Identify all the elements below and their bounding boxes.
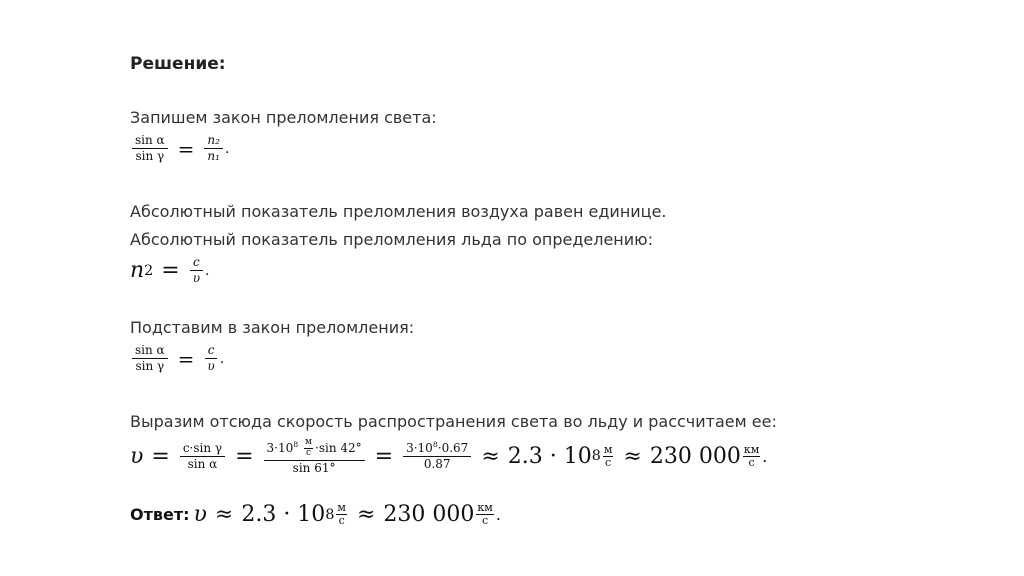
- step4-text: Выразим отсюда скорость распространения света во льду и рассчитаем ее:: [130, 412, 777, 431]
- step1-text: Запишем закон преломления света:: [130, 108, 437, 127]
- refraction-law-formula: $\frac{\text{sin α}}{\text{sin γ}}$ = $\frac{\text{n₂}}{\text{n₁}}$ .: [130, 134, 229, 163]
- c-over-v-fraction: $\frac{c}{\upsilon}$: [190, 256, 203, 285]
- index-ratio-fraction: $\frac{\text{n₂}}{\text{n₁}}$: [204, 134, 223, 163]
- evaluated-fraction: $\frac{3\cdot 10^8\cdot 0.67}{0.87}$: [403, 441, 471, 471]
- unit-km-per-s: $\frac{км}{с}$: [743, 442, 760, 469]
- step3-text: Подставим в закон преломления:: [130, 318, 415, 337]
- solution-heading: Решение:: [130, 54, 226, 74]
- c-over-v-fraction: $\frac{c}{\upsilon}$: [204, 344, 217, 373]
- ice-index-formula: n 2 = $\frac{c}{\upsilon}$ .: [130, 255, 210, 286]
- velocity-expression-fraction: $\frac{\text{c·sin γ}}{\text{sin α}}$: [180, 442, 225, 471]
- unit-m-per-s: $\frac{м}{с}$: [603, 442, 613, 469]
- velocity-calculation-formula: υ = $\frac{\text{c·sin γ}}{\text{sin α}}$ = $3\cdot 10^8$ $\frac{м}{с}$ ·sin 42° sin 61° = $\frac{3\cdot 10^8\cdot 0.67}{0.87}$ ≈ 2.3 · 10 8 $\frac{м}{с}$ ≈ 230 000 $\frac{км}{с}$ .: [130, 437, 768, 475]
- substituted-formula: $\frac{\text{sin α}}{\text{sin γ}}$ = $\frac{c}{\upsilon}$ .: [130, 344, 224, 373]
- step2-text-a: Абсолютный показатель преломления воздуха равен единице.: [130, 202, 667, 221]
- step2-text-b: Абсолютный показатель преломления льда по определению:: [130, 230, 654, 249]
- solution-document: [130, 0, 990, 576]
- sin-ratio-fraction: $\frac{\text{sin α}}{\text{sin γ}}$: [132, 344, 168, 373]
- unit-km-per-s: $\frac{км}{с}$: [477, 501, 493, 528]
- unit-m-per-s: $\frac{м}{с}$: [337, 501, 346, 528]
- unit-m-per-s: $\frac{м}{с}$: [305, 437, 313, 458]
- sin-ratio-fraction: $\frac{\text{sin α}}{\text{sin γ}}$: [132, 134, 168, 163]
- answer-label: Ответ:: [130, 505, 190, 525]
- numeric-substitution-fraction: $3\cdot 10^8$ $\frac{м}{с}$ ·sin 42° sin 61°: [264, 438, 365, 475]
- answer-line: Ответ: υ ≈ 2.3 · 10 8 $\frac{м}{с}$ ≈ 230 000 $\frac{км}{с}$ .: [130, 501, 501, 528]
